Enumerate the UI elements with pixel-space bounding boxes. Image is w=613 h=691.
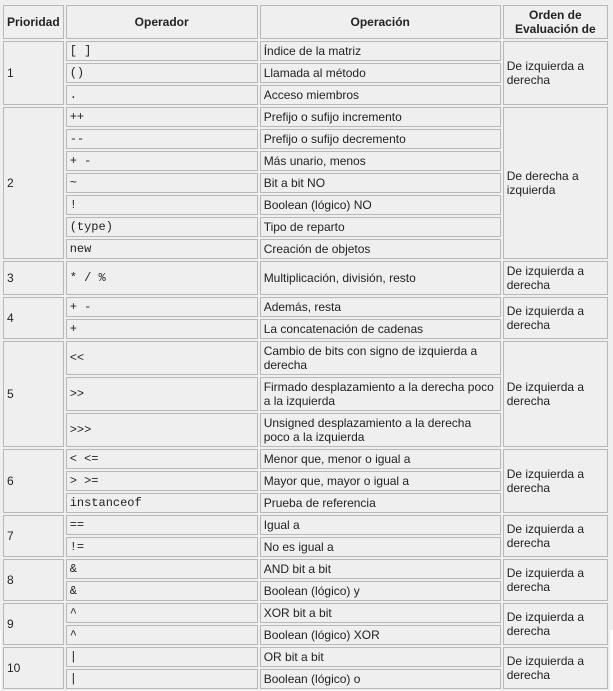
operator-cell: + - — [66, 151, 258, 171]
operation-cell: Boolean (lógico) XOR — [260, 625, 501, 645]
operator-cell: < <= — [66, 449, 258, 469]
operator-cell: * / % — [66, 261, 258, 295]
table-body — [3, 41, 608, 689]
table-row — [3, 107, 608, 127]
operator-cell: [ ] — [66, 41, 258, 61]
operation-cell: Índice de la matriz — [260, 41, 501, 61]
header-priority: Prioridad — [3, 5, 64, 39]
operator-cell: << — [66, 341, 258, 375]
table-row — [3, 559, 608, 579]
table-row — [3, 647, 608, 667]
evaluation-order-cell: De izquierda a derecha — [503, 603, 608, 645]
table-row — [3, 515, 608, 535]
operation-cell: Más unario, menos — [260, 151, 501, 171]
operation-cell: Boolean (lógico) y — [260, 581, 501, 601]
operator-cell: ++ — [66, 107, 258, 127]
operator-cell: | — [66, 647, 258, 667]
operation-cell: La concatenación de cadenas — [260, 319, 501, 339]
operator-cell: -- — [66, 129, 258, 149]
operation-cell: Cambio de bits con signo de izquierda a derecha — [260, 341, 501, 375]
table-row — [3, 297, 608, 317]
operation-cell: XOR bit a bit — [260, 603, 501, 623]
priority-cell: 2 — [3, 107, 64, 259]
evaluation-order-cell: De izquierda a derecha — [503, 449, 608, 513]
operator-cell: instanceof — [66, 493, 258, 513]
operation-cell: Acceso miembros — [260, 85, 501, 105]
operator-cell: | — [66, 669, 258, 689]
operation-cell: Igual a — [260, 515, 501, 535]
operation-cell: OR bit a bit — [260, 647, 501, 667]
evaluation-order-cell: De izquierda a derecha — [503, 559, 608, 601]
operation-cell: AND bit a bit — [260, 559, 501, 579]
operation-cell: Mayor que, mayor o igual a — [260, 471, 501, 491]
operator-cell: > >= — [66, 471, 258, 491]
operator-cell: & — [66, 581, 258, 601]
operation-cell: Prefijo o sufijo decremento — [260, 129, 501, 149]
header-order: Orden de Evaluación de — [503, 5, 608, 39]
operator-cell: + — [66, 319, 258, 339]
priority-cell: 3 — [3, 261, 64, 295]
priority-cell: 1 — [3, 41, 64, 105]
operation-cell: Llamada al método — [260, 63, 501, 83]
operator-cell: == — [66, 515, 258, 535]
operation-cell: Prefijo o sufijo incremento — [260, 107, 501, 127]
evaluation-order-cell: De izquierda a derecha — [503, 647, 608, 689]
operation-cell: Además, resta — [260, 297, 501, 317]
operator-cell: != — [66, 537, 258, 557]
operator-cell: ^ — [66, 625, 258, 645]
operator-cell: & — [66, 559, 258, 579]
operator-cell: () — [66, 63, 258, 83]
header-operation: Operación — [260, 5, 501, 39]
operation-cell: Boolean (lógico) NO — [260, 195, 501, 215]
priority-cell: 10 — [3, 647, 64, 689]
evaluation-order-cell: De izquierda a derecha — [503, 261, 608, 295]
table-row — [3, 41, 608, 61]
operator-cell: ! — [66, 195, 258, 215]
operation-cell: Multiplicación, división, resto — [260, 261, 501, 295]
operator-precedence-table — [1, 3, 610, 691]
operator-cell: >> — [66, 377, 258, 411]
priority-cell: 9 — [3, 603, 64, 645]
operation-cell: Prueba de referencia — [260, 493, 501, 513]
table-row — [3, 603, 608, 623]
priority-cell: 7 — [3, 515, 64, 557]
operation-cell: No es igual a — [260, 537, 501, 557]
operator-cell: ~ — [66, 173, 258, 193]
evaluation-order-cell: De izquierda a derecha — [503, 41, 608, 105]
header-row — [3, 5, 608, 39]
operation-cell: Menor que, menor o igual a — [260, 449, 501, 469]
operator-cell: ^ — [66, 603, 258, 623]
header-operator: Operador — [66, 5, 258, 39]
operator-cell: + - — [66, 297, 258, 317]
operation-cell: Unsigned desplazamiento a la derecha poco a la izquierda — [260, 413, 501, 447]
priority-cell: 4 — [3, 297, 64, 339]
priority-cell: 8 — [3, 559, 64, 601]
operation-cell: Creación de objetos — [260, 239, 501, 259]
operation-cell: Bit a bit NO — [260, 173, 501, 193]
operator-cell: (type) — [66, 217, 258, 237]
table-row — [3, 341, 608, 375]
priority-cell: 5 — [3, 341, 64, 447]
operation-cell: Firmado desplazamiento a la derecha poco a la izquierda — [260, 377, 501, 411]
table-row — [3, 449, 608, 469]
evaluation-order-cell: De izquierda a derecha — [503, 341, 608, 447]
operator-cell: >>> — [66, 413, 258, 447]
table-row — [3, 261, 608, 295]
evaluation-order-cell: De izquierda a derecha — [503, 515, 608, 557]
operation-cell: Boolean (lógico) o — [260, 669, 501, 689]
evaluation-order-cell: De izquierda a derecha — [503, 297, 608, 339]
evaluation-order-cell: De derecha a izquierda — [503, 107, 608, 259]
priority-cell: 6 — [3, 449, 64, 513]
operation-cell: Tipo de reparto — [260, 217, 501, 237]
operator-cell: . — [66, 85, 258, 105]
operator-cell: new — [66, 239, 258, 259]
